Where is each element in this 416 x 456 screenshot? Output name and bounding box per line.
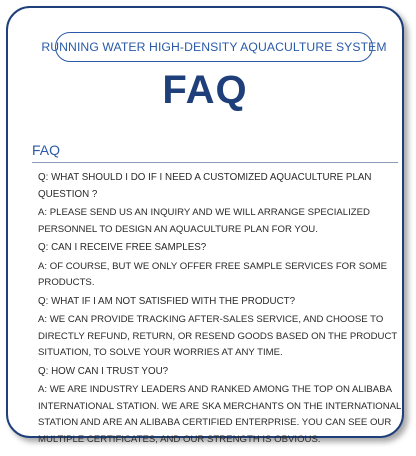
banner-title: RUNNING WATER HIGH-DENSITY AQUACULTURE SYSTEM — [41, 40, 387, 54]
faq-answer: A: WE CAN PROVIDE TRACKING AFTER-SALES SERVICE, AND CHOOSE TO DIRECTLY REFUND, RETURN, OR RESEND GOODS BASED ON THE PRODUCT SITUATION, TO SOLVE YOUR WORRIES AT ANY TIME. — [38, 314, 398, 358]
faq-answer: A: PLEASE SEND US AN INQUIRY AND WE WILL ARRANGE SPECIALIZED PERSONNEL TO DESIGN AN AQUACULTURE PLAN FOR YOU. — [38, 207, 370, 235]
faq-item — [38, 170, 404, 238]
faq-item — [38, 240, 404, 292]
faq-question: Q: CAN I RECEIVE FREE SAMPLES? — [38, 242, 207, 253]
faq-answer: A: OF COURSE, BUT WE ONLY OFFER FREE SAMPLE SERVICES FOR SOME PRODUCTS. — [38, 260, 387, 288]
faq-item — [38, 364, 404, 449]
page-title: FAQ — [162, 68, 248, 112]
section-heading: FAQ — [32, 142, 61, 158]
faq-question: Q: HOW CAN I TRUST YOU? — [38, 365, 169, 377]
faq-question: Q: WHAT IF I AM NOT SATISFIED WITH THE PRODUCT? — [38, 295, 296, 307]
faq-question: Q: WHAT SHOULD I DO IF I NEED A CUSTOMIZED AQUACULTURE PLAN QUESTION ? — [38, 172, 372, 200]
faq-answer: A: WE ARE INDUSTRY LEADERS AND RANKED AMONG THE TOP ON ALIBABA INTERNATIONAL STATION. WE ARE SKA MERCHANTS ON THE INTERNATIONAL STATION AND ARE AN ALIBABA CERTIFIED ENTERPRISE. YOU CAN SEE OUR MULTIPLE CERTIFICATES, AND OUR STRENGTH IS OBVIOUS. — [38, 384, 402, 445]
faq-item — [38, 294, 404, 362]
faq-card — [6, 6, 404, 445]
section-divider — [32, 162, 398, 163]
title-banner — [41, 32, 387, 62]
faq-list — [38, 170, 404, 450]
